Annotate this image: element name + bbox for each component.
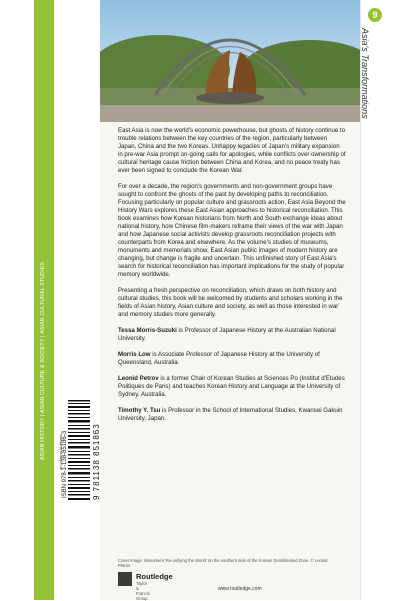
- back-cover-text: [118, 127, 346, 431]
- author-bio: [118, 375, 346, 399]
- author-desc: is a former Chair of Korean Studies at Sciences Po (Institut d'Etudes Politiques de Paris) and teaches Korean History and Language at the University of Sydney, Australia.: [118, 375, 345, 398]
- barcode-number: 9 781138 851863: [92, 423, 101, 500]
- author-desc: is Associate Professor of Japanese History at the University of Queensland, Australia.: [118, 351, 320, 366]
- routledge-logo-icon: [118, 572, 132, 586]
- series-title: Asia's Transformations: [360, 28, 370, 119]
- publisher-name: Routledge: [136, 572, 173, 581]
- author-name: Tessa Morris-Suzuki: [118, 327, 177, 334]
- author-desc: is Professor in the School of International Studies, Kwansei Gakuin University, Japan.: [118, 407, 343, 422]
- author-bio: [118, 351, 346, 367]
- publisher-subtitle: Taylor & Francis Group: [136, 581, 150, 601]
- cover-photo: [100, 0, 360, 122]
- author-name: Leonid Petrov: [118, 375, 159, 382]
- author-desc: is Professor of Japanese History at the Australian National University.: [118, 327, 336, 342]
- informa-text: an informa business: [58, 434, 63, 470]
- spine-series-text: ASIAN HISTORY | ASIAN CULTURE & SOCIETY | ASIAN CULTURAL STUDIES: [40, 261, 46, 460]
- author-bio: [118, 327, 346, 343]
- description-paragraph-3: Presenting a fresh perspective on reconciliation, which draws on both history and cultural studies, this book will be welcomed by students and scholars working in the fields of Asian history, Asian culture and society, as well as those interested in war and memory studies more generally.: [118, 287, 343, 318]
- series-number-badge: 9: [368, 8, 382, 22]
- author-name: Morris Low: [118, 351, 151, 358]
- barcode-icon: [68, 400, 90, 500]
- isbn-label: ISBN 978-1-138-85186-3: [62, 430, 68, 498]
- author-bio: [118, 407, 346, 423]
- description-paragraph-2: For over a decade, the region's governments and non-government groups have sought to confront the ghosts of the past by developing paths to reconciliation. Focusing particularly on popular culture and grassroots action, East Asia Beyond the History Wars explores these East Asian approaches to historical reconciliation. This book examines how Korean historians from North and South exchange ideas about national history, how Chinese film-makers reframe their views of the war with Japan and how Japanese social activists develop grassroots reconciliation projects with counterparts from Korea and elsewhere. As the volume's studies of museums, monuments and memorials show, East Asian public images of modern history are changing, but change is fragile and uncertain. This unfinished story of East Asia's search for historical reconciliation has important implications for the study of popular memory worldwide.: [118, 183, 346, 278]
- description-paragraph-1: East Asia is now the world's economic powerhouse, but ghosts of history continue to trouble relations between the key countries of the region, particularly between Japan, China and the two Koreas. Unhappy legacies of Japan's military expansion in pre-war Asia prompt on-going calls for apologies, while conflicts over ownership of cultural heritage cause friction between China and Korea, and no peace treaty has ever been signed to conclude the Korean War.: [118, 127, 346, 174]
- cover-image-credit: Cover image: Monument 'Re-unifying the World' on the southern side of the Korean Demilitarised Zone. © Leonid Petrov: [118, 558, 328, 568]
- publisher-url[interactable]: www.routledge.com: [218, 586, 262, 592]
- author-name: Timothy Y. Tsu: [118, 407, 161, 414]
